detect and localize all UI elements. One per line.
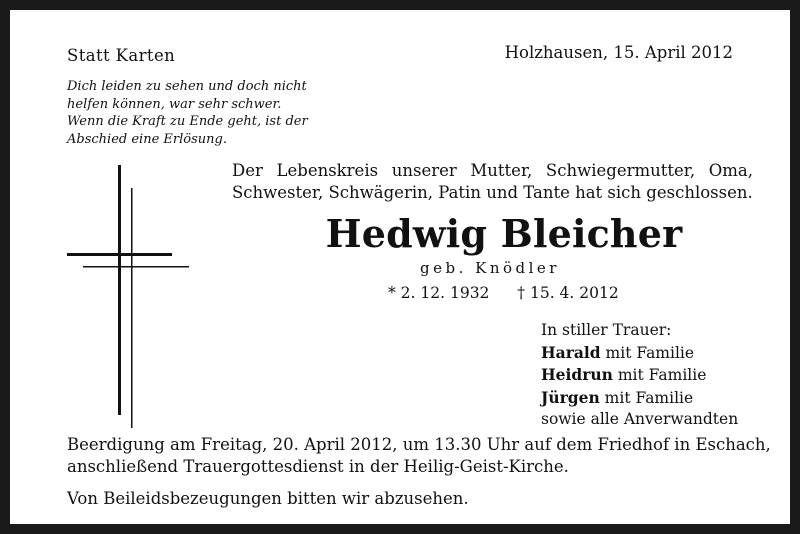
place-date: Holzhausen, 15. April 2012 — [504, 43, 733, 62]
mourner-entry — [541, 364, 738, 387]
birth-date: * 2. 12. 1932 — [388, 284, 490, 302]
verse-line: Wenn die Kraft zu Ende geht, ist der — [67, 114, 308, 129]
cross-icon — [60, 165, 190, 430]
life-dates — [388, 284, 619, 302]
verse-line: Dich leiden zu sehen und doch nicht — [67, 79, 307, 94]
mourner-suffix: mit Familie — [600, 343, 695, 362]
closing-note: Von Beileidsbezeugungen bitten wir abzusehen. — [67, 489, 469, 508]
statt-karten-label: Statt Karten — [67, 46, 176, 65]
verse — [67, 78, 308, 148]
mourner-name: Harald — [541, 342, 601, 362]
verse-line: Abschied eine Erlösung. — [67, 131, 227, 147]
intro-line: Schwester, Schwägerin, Patin und Tante hat sich geschlossen. — [232, 183, 753, 202]
mourners-heading: In stiller Trauer: — [541, 321, 672, 339]
maiden-name: geb. Knödler — [420, 259, 560, 277]
intro-text — [232, 160, 753, 204]
funeral-details — [67, 434, 771, 478]
mourners — [541, 320, 738, 431]
mourner-suffix: mit Familie — [599, 388, 694, 407]
mourner-suffix: mit Familie — [612, 366, 707, 384]
death-date: † 15. 4. 2012 — [517, 284, 619, 302]
funeral-line: Beerdigung am Freitag, 20. April 2012, um 13.30 Uhr auf dem Friedhof in Eschach, — [67, 435, 771, 454]
intro-line: Der Lebenskreis unserer Mutter, Schwiegermutter, Oma, — [232, 161, 753, 180]
mourner-entry — [541, 342, 738, 365]
mourner-name: Jürgen — [541, 387, 600, 407]
mourner-name: Heidrun — [541, 365, 613, 384]
funeral-line: anschließend Trauergottesdienst in der Heilig-Geist-Kirche. — [67, 457, 569, 476]
mourner-entry — [541, 387, 738, 410]
verse-line: helfen können, war sehr schwer. — [67, 96, 282, 112]
mourners-closing: sowie alle Anverwandten — [541, 410, 739, 428]
deceased-name: Hedwig Bleicher — [325, 211, 683, 256]
